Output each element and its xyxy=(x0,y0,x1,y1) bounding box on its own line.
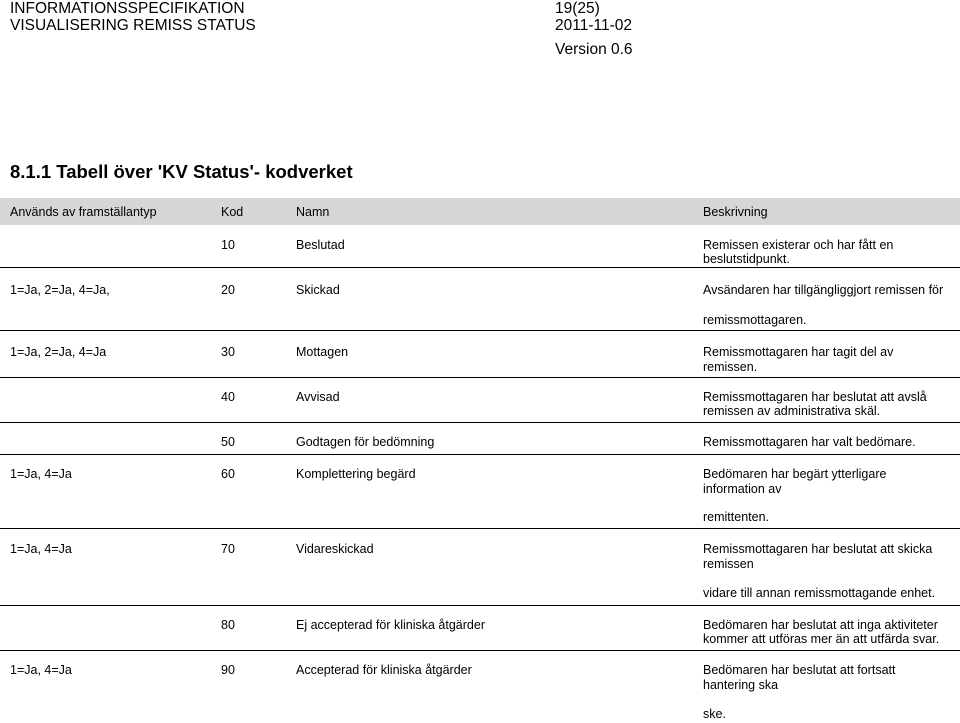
row-beskrivning: hantering ska xyxy=(703,678,779,692)
row-divider xyxy=(0,650,960,651)
row-kod: 90 xyxy=(221,663,235,677)
row-beskrivning: remissen. xyxy=(703,360,758,374)
row-anvands: 1=Ja, 2=Ja, 4=Ja, xyxy=(10,283,110,297)
row-kod: 80 xyxy=(221,618,235,632)
page-number: 19(25) xyxy=(555,0,600,17)
row-anvands: 1=Ja, 2=Ja, 4=Ja xyxy=(10,345,107,359)
row-divider xyxy=(0,267,960,268)
row-namn: Skickad xyxy=(296,283,340,297)
row-beskrivning: Remissmottagaren har beslutat att skicka xyxy=(703,542,933,556)
row-beskrivning: remissen xyxy=(703,557,754,571)
row-beskrivning: vidare till annan remissmottagande enhet. xyxy=(703,586,936,600)
row-namn: Beslutad xyxy=(296,238,345,252)
row-namn: Komplettering begärd xyxy=(296,467,416,481)
doc-type: INFORMATIONSSPECIFIKATION xyxy=(10,0,245,17)
row-kod: 20 xyxy=(221,283,235,297)
row-beskrivning: Avsändaren har tillgängliggjort remissen för xyxy=(703,283,944,297)
row-kod: 30 xyxy=(221,345,235,359)
doc-version: Version 0.6 xyxy=(555,41,633,58)
section-title: 8.1.1 Tabell över 'KV Status'- kodverket xyxy=(10,161,353,182)
row-beskrivning: information av xyxy=(703,482,782,496)
row-namn: Avvisad xyxy=(296,390,340,404)
row-divider xyxy=(0,454,960,455)
row-namn: Godtagen för bedömning xyxy=(296,435,435,449)
row-beskrivning: Remissmottagaren har valt bedömare. xyxy=(703,435,916,449)
row-beskrivning: Remissmottagaren har beslutat att avslå xyxy=(703,390,927,404)
column-header-kod: Kod xyxy=(221,205,244,219)
row-divider xyxy=(0,605,960,606)
doc-name: VISUALISERING REMISS STATUS xyxy=(10,17,256,34)
row-namn: Ej accepterad för kliniska åtgärder xyxy=(296,618,485,632)
row-beskrivning: Bedömaren har beslutat att inga aktiviteter xyxy=(703,618,938,632)
row-beskrivning: Remissen existerar och har fått en xyxy=(703,238,894,252)
column-header-beskrivning: Beskrivning xyxy=(703,205,768,219)
row-kod: 10 xyxy=(221,238,235,252)
row-kod: 50 xyxy=(221,435,235,449)
column-header-anvands: Används av framställantyp xyxy=(10,205,157,219)
row-beskrivning: beslutstidpunkt. xyxy=(703,252,790,266)
row-divider xyxy=(0,422,960,423)
row-divider xyxy=(0,377,960,378)
row-kod: 40 xyxy=(221,390,235,404)
row-beskrivning: Bedömaren har begärt ytterligare xyxy=(703,467,887,481)
row-beskrivning: Remissmottagaren har tagit del av xyxy=(703,345,894,359)
row-beskrivning: remittenten. xyxy=(703,510,770,524)
row-beskrivning: remissen av administrativa skäl. xyxy=(703,404,881,418)
doc-date: 2011-11-02 xyxy=(555,17,632,34)
row-beskrivning: Bedömaren har beslutat att fortsatt xyxy=(703,663,896,677)
row-kod: 60 xyxy=(221,467,235,481)
row-beskrivning: ske. xyxy=(703,707,726,721)
row-namn: Accepterad för kliniska åtgärder xyxy=(296,663,472,677)
row-anvands: 1=Ja, 4=Ja xyxy=(10,542,72,556)
row-kod: 70 xyxy=(221,542,235,556)
row-beskrivning: remissmottagaren. xyxy=(703,313,807,327)
row-anvands: 1=Ja, 4=Ja xyxy=(10,467,72,481)
row-namn: Vidareskickad xyxy=(296,542,374,556)
row-anvands: 1=Ja, 4=Ja xyxy=(10,663,72,677)
row-divider xyxy=(0,330,960,331)
row-namn: Mottagen xyxy=(296,345,349,359)
row-divider xyxy=(0,528,960,529)
row-beskrivning: kommer att utföras mer än att utfärda svar. xyxy=(703,632,940,646)
column-header-namn: Namn xyxy=(296,205,330,219)
